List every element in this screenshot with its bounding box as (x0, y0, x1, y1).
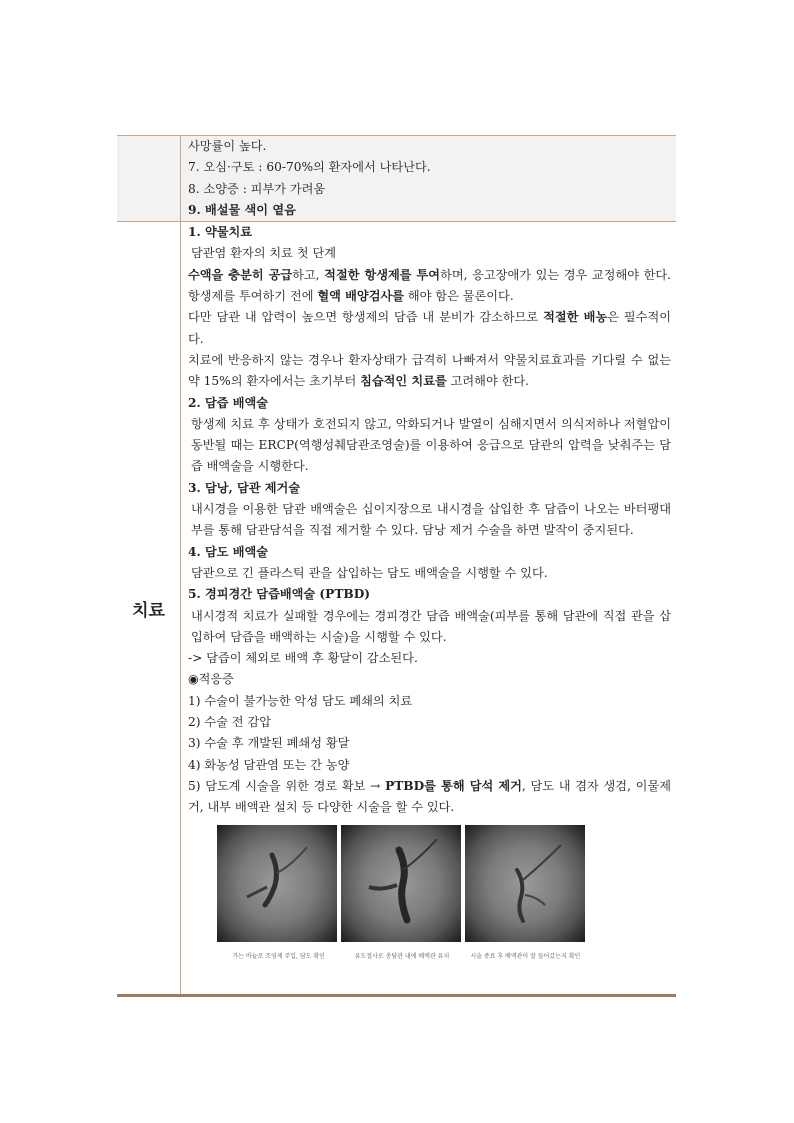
paragraph: 담관으로 긴 플라스틱 관을 삽입하는 담도 배액술을 시행할 수 있다. (191, 565, 548, 580)
treatment-label: 치료 (117, 222, 181, 994)
symptoms-row (117, 135, 676, 221)
paragraph: 담관염 환자의 치료 첫 단계 (191, 246, 337, 261)
paragraph: 내시경적 치료가 실패할 경우에는 경피경간 담즙 배액술(피부를 통해 담관에 직접 관을 삽입하여 담즙을 배액하는 시술)을 시행할 수 있다. (191, 608, 671, 644)
paragraph: 내시경을 이용한 담관 배액술은 십이지장으로 내시경을 삽입한 후 담즙이 나오는 바터팽대부를 통해 담관담석을 직접 제거할 수 있다. 담낭 제거 수술을 하면 발작이 중지된다. (191, 502, 671, 538)
bold-text: 혈액 배양검사를 (317, 289, 405, 304)
text: 고려해야 한다. (446, 374, 530, 389)
treatment-content (181, 222, 676, 994)
symptom-line: 8. 소양증 : 피부가 가려움 (188, 181, 326, 196)
paragraph (188, 265, 671, 308)
text: 5) 담도계 시술을 위한 경로 확보 → (188, 778, 386, 793)
figure-caption: 가는 바늘로 조영제 주입, 담도 확인 (232, 952, 325, 960)
ptbd-figure (217, 825, 587, 967)
symptom-line: 7. 오심·구토 : 60-70%의 환자에서 나타난다. (188, 160, 431, 175)
bold-text: 적절한 항생제를 투여 (324, 267, 441, 282)
bold-text: 침습적인 치료를 (360, 374, 447, 389)
section-title: 2. 담즙 배액술 (188, 395, 269, 410)
list-item: 4) 화농성 담관염 또는 간 농양 (188, 757, 350, 772)
text: 치료에 반응하지 않는 경우나 환자상태가 급격히 나빠져서 약물치료효과를 기다릴 수 없는 약 15%의 환자에서는 초기부터 (188, 352, 671, 389)
text: 해야 함은 물론이다. (404, 289, 514, 304)
indication-heading: ◉적응증 (188, 672, 234, 687)
text: 다만 담관 내 압력이 높으면 항생제의 담즙 내 분비가 감소하므로 (188, 310, 544, 325)
figure-caption: 유도철사로 총담관 내에 배액관 유치 (354, 952, 450, 960)
paragraph (188, 350, 671, 393)
fluoroscopy-image (217, 825, 337, 942)
bold-text: 수액을 충분히 공급 (188, 267, 293, 282)
document-table (117, 135, 676, 997)
symptom-line: 9. 배설물 색이 옅음 (188, 202, 296, 217)
section-title: 3. 담낭, 담관 제거술 (188, 480, 301, 495)
paragraph: -> 담즙이 체외로 배액 후 황달이 감소된다. (188, 651, 418, 666)
text: 하며, 응고장애가 있는 경우 교정해야 한다. 항생제를 투여하기 전에 (188, 267, 672, 304)
section-title: 5. 경피경간 담즙배액술 (PTBD) (188, 587, 371, 602)
paragraph (188, 307, 671, 350)
list-item: 2) 수술 전 감압 (188, 715, 271, 730)
bold-text: 적절한 배농 (543, 310, 608, 325)
fluoroscopy-image (341, 825, 461, 942)
symptoms-label-cell (117, 136, 181, 221)
figure-caption: 시술 종료 후 배액관이 잘 들어갔는지 확인 (470, 952, 581, 960)
treatment-row (117, 221, 676, 997)
bold-text: PTBD를 통해 담석 제거 (385, 778, 522, 793)
text: 은 필수적이다. (188, 310, 671, 346)
list-item: 1) 수술이 불가능한 악성 담도 폐쇄의 치료 (188, 693, 413, 708)
text: , 담도 내 겸자 생검, 이물제거, 내부 배액관 설치 등 다양한 시술을 할 수 있다. (188, 778, 671, 815)
symptom-line: 사망률이 높다. (188, 139, 267, 153)
paragraph: 항생제 치료 후 상태가 호전되지 않고, 악화되거나 발열이 심해지면서 의식저하나 저혈압이 동반될 때는 ERCP(역행성췌담관조영술)를 이용하여 응급으로 담관의 압력을 낮춰주는 담즙 배액술을 시행한다. (191, 416, 671, 474)
section-title: 4. 담도 배액술 (188, 544, 269, 559)
list-item: 3) 수술 후 개발된 폐쇄성 황달 (188, 736, 350, 751)
text: 하고, (292, 267, 325, 282)
fluoroscopy-image (465, 825, 585, 942)
section-title: 1. 약물치료 (188, 225, 253, 240)
symptoms-content (181, 136, 676, 221)
list-item (188, 776, 671, 819)
